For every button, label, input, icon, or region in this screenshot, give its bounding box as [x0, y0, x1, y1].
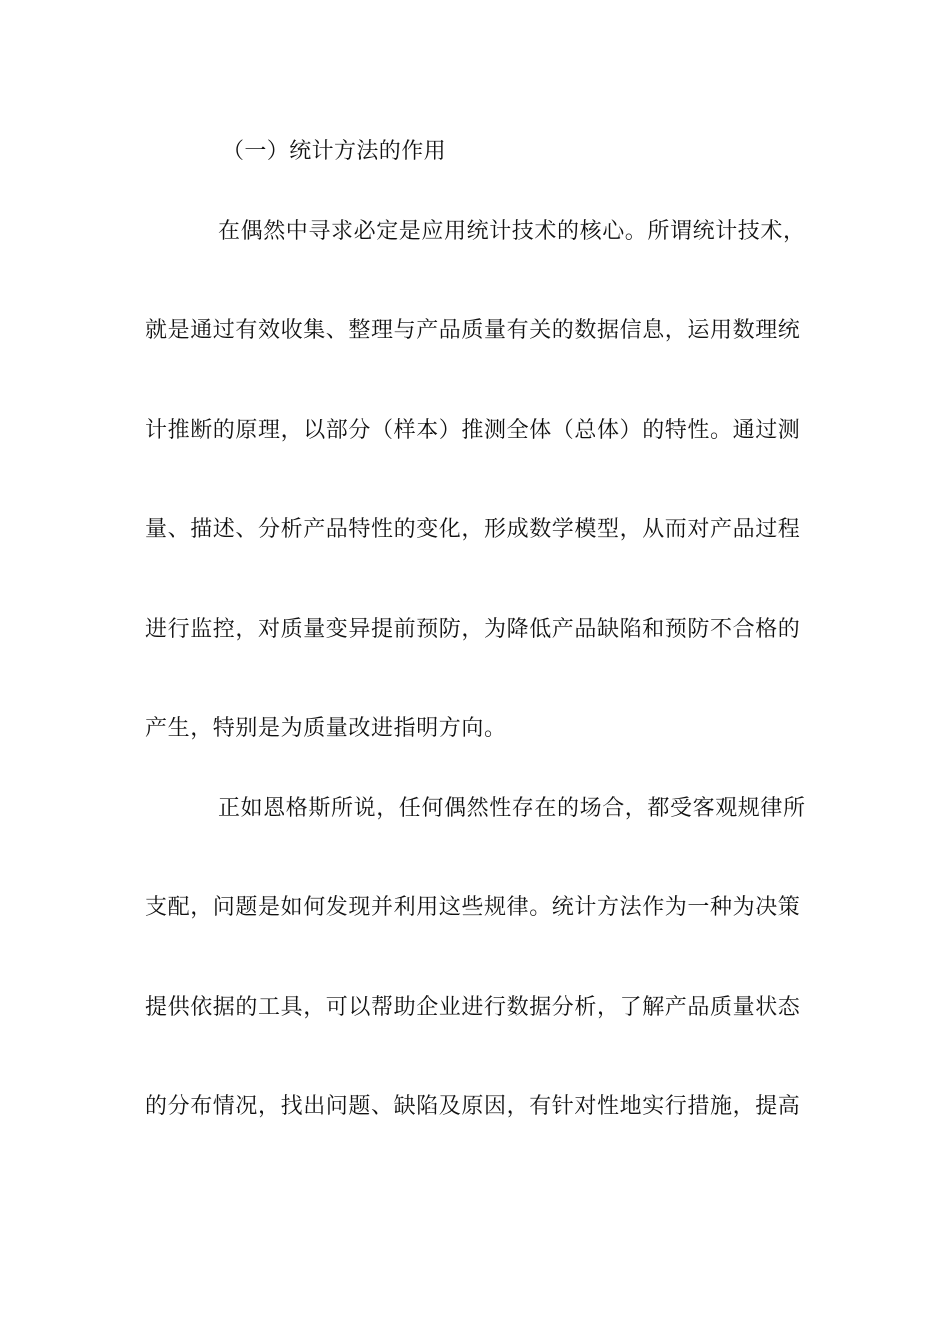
paragraph-line: 支配，问题是如何发现并利用这些规律。统计方法作为一种为决策 [145, 895, 801, 920]
paragraph-line: 计推断的原理，以部分（样本）推测全体（总体）的特性。通过测 [145, 418, 801, 443]
paragraph-line: 进行监控，对质量变异提前预防，为降低产品缺陷和预防不合格的 [145, 617, 801, 642]
paragraph-line: 提供依据的工具，可以帮助企业进行数据分析，了解产品质量状态 [145, 995, 801, 1020]
paragraph-line: 在偶然中寻求必定是应用统计技术的核心。所谓统计技术， [218, 219, 806, 244]
paragraph-line: 量、描述、分析产品特性的变化，形成数学模型，从而对产品过程 [145, 517, 801, 542]
paragraph-line: 就是通过有效收集、整理与产品质量有关的数据信息，运用数理统 [145, 318, 801, 343]
section-heading: （一）统计方法的作用 [222, 139, 447, 164]
paragraph-line: 正如恩格斯所说，任何偶然性存在的场合，都受客观规律所 [218, 796, 806, 821]
paragraph-line: 产生，特别是为质量改进指明方向。 [145, 716, 507, 741]
paragraph-line: 的分布情况，找出问题、缺陷及原因，有针对性地实行措施，提高 [145, 1094, 801, 1119]
